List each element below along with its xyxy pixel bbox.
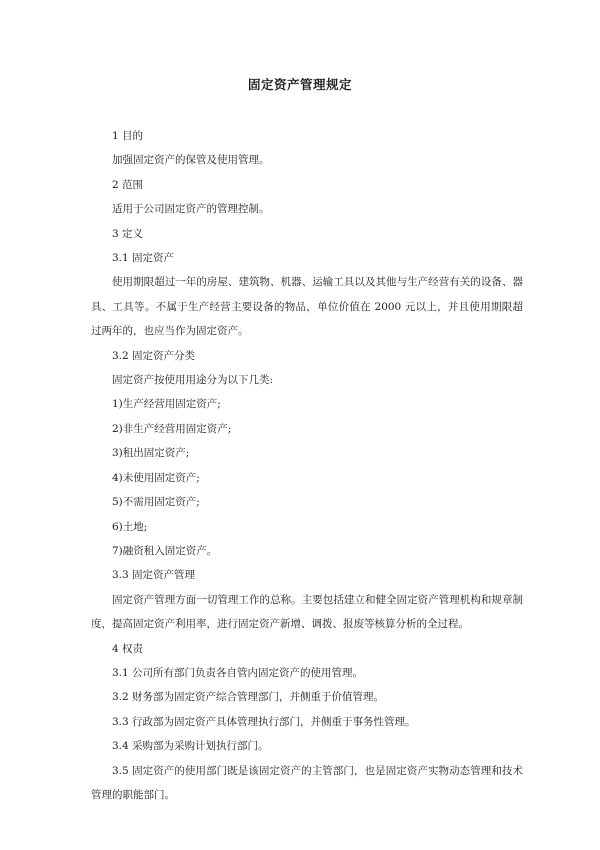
heading-definition: 3 定义 — [112, 227, 144, 240]
heading-purpose: 1 目的 — [112, 130, 144, 142]
list-item: 6)土地; — [112, 520, 148, 533]
heading-scope: 2 范围 — [112, 178, 144, 191]
paragraph-management: 固定资产管理方面一切管理工作的总称。主要包括建立和健全固定资产管理机构和规章制度，提高固定资产利用率，进行固定资产新增、调拨、报废等核算分析的全过程。 — [91, 593, 523, 631]
responsibility-item: 3.5 固定资产的使用部门既是该固定资产的主管部门，也是固定资产实物动态管理和技术管理的职能部门。 — [91, 764, 523, 801]
responsibility-item: 3.4 采购部为采购计划执行部门。 — [112, 740, 269, 753]
document-body — [91, 124, 523, 807]
subheading-fixed-assets: 3.1 固定资产 — [112, 252, 175, 265]
list-item: 3)租出固定资产; — [112, 447, 190, 460]
list-item: 4)未使用固定资产; — [112, 471, 200, 484]
list-item: 5)不需用固定资产; — [112, 496, 200, 509]
subheading-management: 3.3 固定资产管理 — [112, 569, 196, 582]
responsibility-item: 3.2 财务部为固定资产综合管理部门，并侧重于价值管理。 — [112, 691, 385, 704]
responsibility-item: 3.3 行政部为固定资产具体管理执行部门，并侧重于事务性管理。 — [112, 715, 416, 728]
list-item: 2)非生产经营用固定资产; — [112, 422, 232, 435]
list-item: 1)生产经营用固定资产; — [112, 398, 221, 411]
subheading-classification: 3.2 固定资产分类 — [112, 349, 196, 362]
responsibility-item: 3.1 公司所有部门负责各自管内固定资产的使用管理。 — [112, 666, 364, 679]
document-title: 固定资产管理规定 — [247, 77, 352, 92]
heading-responsibilities: 4 权责 — [112, 642, 144, 655]
list-item: 7)融资租入固定资产。 — [112, 544, 218, 557]
paragraph-purpose: 加强固定资产的保管及使用管理。 — [112, 154, 270, 167]
paragraph-scope: 适用于公司固定资产的管理控制。 — [112, 203, 270, 216]
paragraph-classification: 固定资产按使用用途分为以下几类: — [112, 374, 274, 387]
paragraph-fixed-assets: 使用期限超过一年的房屋、建筑物、机器、运输工具以及其他与生产经营有关的设备、器具、工具等。不属于生产经营主要设备的物品，单位价值在 2000 元以上，并且使用期限超过两年的，也应当作为固定资产。 — [91, 276, 523, 338]
